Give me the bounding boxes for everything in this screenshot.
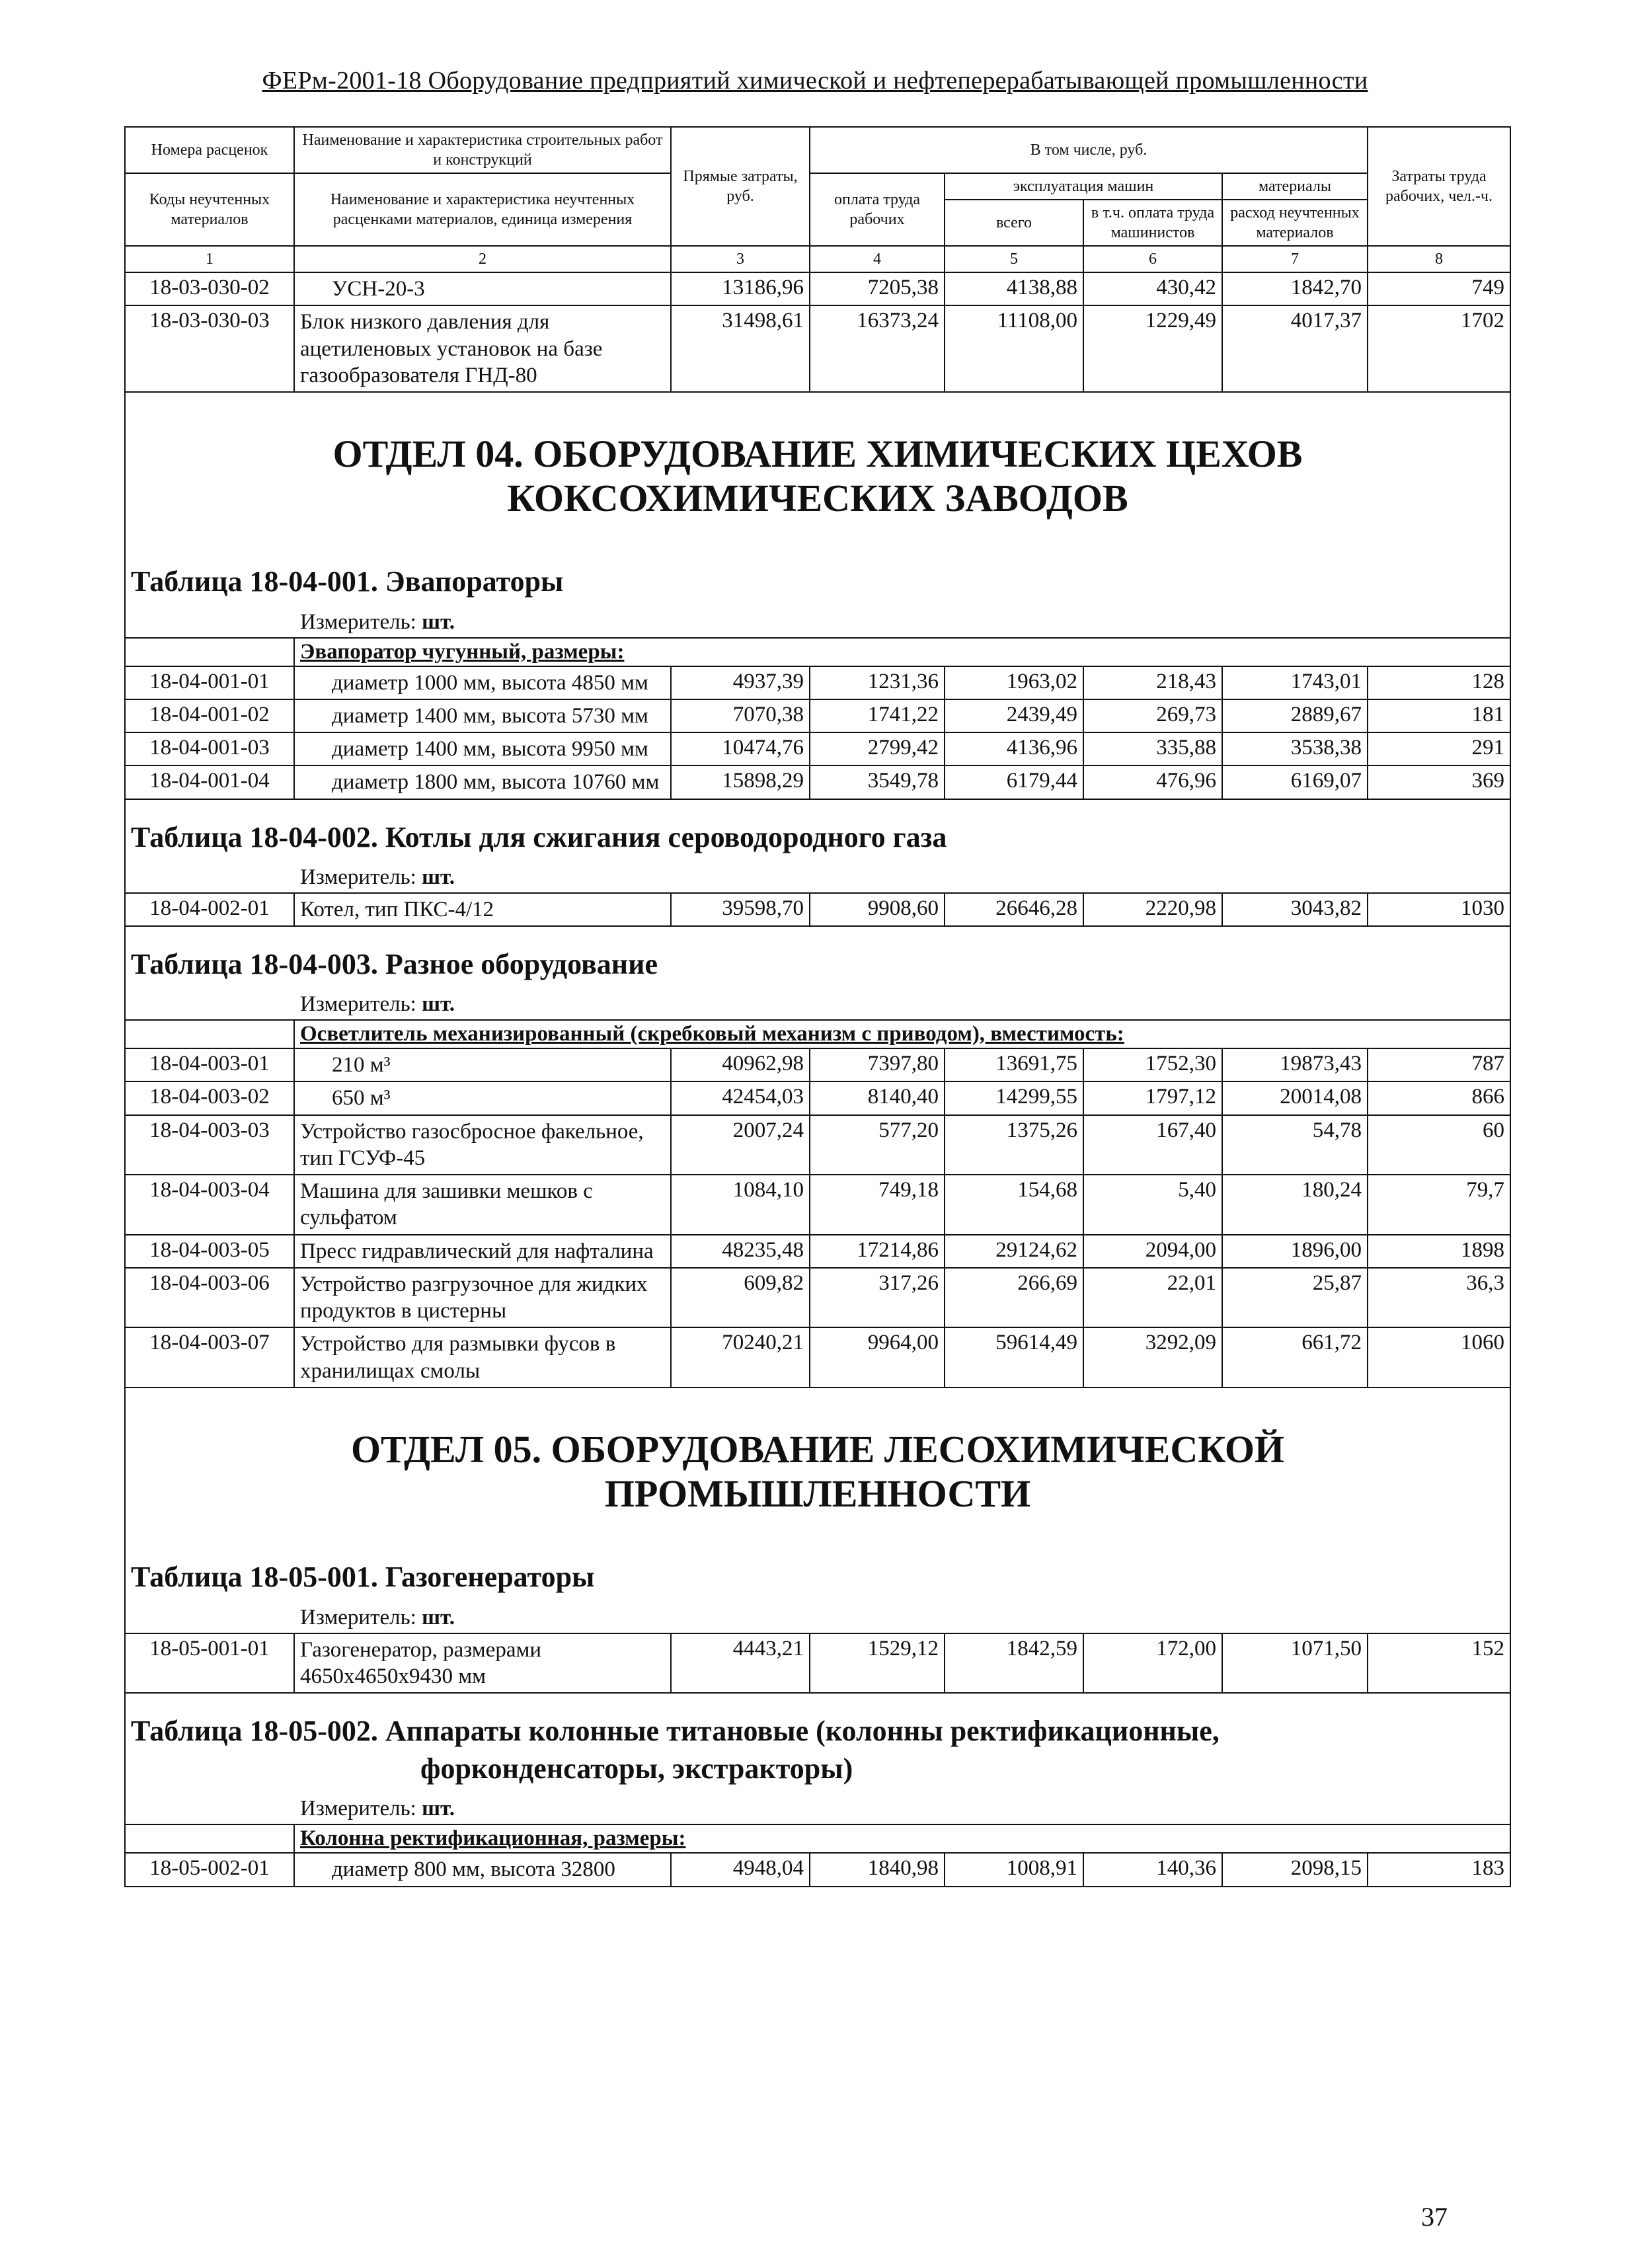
row-code: 18-04-003-07 bbox=[125, 1327, 294, 1388]
row-direct: 13186,96 bbox=[671, 272, 810, 305]
row-machine-wages: 430,42 bbox=[1083, 272, 1222, 305]
section-04-row bbox=[125, 392, 1510, 638]
row-name: Пресс гидравлический для нафталина bbox=[294, 1235, 671, 1268]
row-materials: 3538,38 bbox=[1222, 732, 1368, 765]
measure-unit: Измеритель: шт. bbox=[300, 609, 455, 634]
row-materials: 2889,67 bbox=[1222, 699, 1368, 732]
row-machines: 154,68 bbox=[945, 1175, 1083, 1235]
row-code: 18-04-002-01 bbox=[125, 893, 294, 926]
table-row bbox=[125, 666, 1510, 699]
table-row bbox=[125, 1633, 1510, 1694]
col-machines-total: всего bbox=[945, 200, 1083, 246]
row-machines: 1375,26 bbox=[945, 1115, 1083, 1175]
row-machine-wages: 476,96 bbox=[1083, 765, 1222, 799]
col-labor: Затраты труда рабочих, чел.-ч. bbox=[1368, 127, 1510, 246]
row-name: диаметр 1400 мм, высота 9950 мм bbox=[294, 732, 671, 765]
table-row bbox=[125, 272, 1510, 305]
col-machine-wages: в т.ч. оплата труда машинистов bbox=[1083, 200, 1222, 246]
row-direct: 70240,21 bbox=[671, 1327, 810, 1388]
table-row bbox=[125, 1081, 1510, 1114]
table-18-05-002-title: Таблица 18-05-002. Аппараты колонные титановые (колонны ректификационные, форконденсаторы, экстракторы) bbox=[131, 1715, 1220, 1785]
table-18-05-002-rows bbox=[125, 1853, 1510, 1886]
table-18-04-001-title: Таблица 18-04-001. Эвапораторы bbox=[131, 565, 564, 598]
row-labor: 787 bbox=[1368, 1048, 1510, 1081]
header-row-2 bbox=[125, 173, 1510, 200]
row-materials: 25,87 bbox=[1222, 1268, 1368, 1328]
measure-unit: Измеритель: шт. bbox=[300, 1797, 455, 1821]
row-machines: 13691,75 bbox=[945, 1048, 1083, 1081]
row-machines: 2439,49 bbox=[945, 699, 1083, 732]
row-labor: 60 bbox=[1368, 1115, 1510, 1175]
row-direct: 48235,48 bbox=[671, 1235, 810, 1268]
row-machine-wages: 172,00 bbox=[1083, 1633, 1222, 1694]
row-materials: 4017,37 bbox=[1222, 305, 1368, 392]
row-direct: 10474,76 bbox=[671, 732, 810, 765]
measure-unit: Измеритель: шт. bbox=[300, 1605, 455, 1629]
table-row bbox=[125, 1235, 1510, 1268]
row-wages: 17214,86 bbox=[810, 1235, 945, 1268]
row-machines: 59614,49 bbox=[945, 1327, 1083, 1388]
row-name: диаметр 1400 мм, высота 5730 мм bbox=[294, 699, 671, 732]
row-code: 18-04-003-06 bbox=[125, 1268, 294, 1328]
table-18-04-003-title: Таблица 18-04-003. Разное оборудование bbox=[131, 948, 658, 980]
row-wages: 7205,38 bbox=[810, 272, 945, 305]
table-18-04-001-rows bbox=[125, 666, 1510, 799]
col-number: 2 bbox=[294, 246, 671, 272]
section-04-title: ОТДЕЛ 04. ОБОРУДОВАНИЕ ХИМИЧЕСКИХ ЦЕХОВ КОКСОХИМИЧЕСКИХ ЗАВОДОВ bbox=[332, 432, 1303, 520]
row-code: 18-03-030-02 bbox=[125, 272, 294, 305]
col-materials: материалы bbox=[1222, 173, 1368, 200]
row-wages: 9908,60 bbox=[810, 893, 945, 926]
row-name: Газогенератор, размерами 4650х4650х9430 мм bbox=[294, 1633, 671, 1694]
row-name: Устройство для размывки фусов в хранилищах смолы bbox=[294, 1327, 671, 1388]
row-materials: 20014,08 bbox=[1222, 1081, 1368, 1114]
row-wages: 2799,42 bbox=[810, 732, 945, 765]
header-row-1 bbox=[125, 127, 1510, 173]
group-label: Осветлитель механизированный (скребковый механизм с приводом), вместимость: bbox=[294, 1020, 1510, 1048]
row-direct: 15898,29 bbox=[671, 765, 810, 799]
row-machine-wages: 1797,12 bbox=[1083, 1081, 1222, 1114]
row-direct: 4443,21 bbox=[671, 1633, 810, 1694]
table-row bbox=[125, 699, 1510, 732]
col-number: 8 bbox=[1368, 246, 1510, 272]
row-code: 18-04-001-01 bbox=[125, 666, 294, 699]
row-wages: 3549,78 bbox=[810, 765, 945, 799]
row-machines: 4136,96 bbox=[945, 732, 1083, 765]
row-labor: 749 bbox=[1368, 272, 1510, 305]
measure-unit: Измеритель: шт. bbox=[300, 992, 455, 1017]
row-labor: 369 bbox=[1368, 765, 1510, 799]
group-row bbox=[125, 1020, 1510, 1048]
row-direct: 31498,61 bbox=[671, 305, 810, 392]
row-wages: 1231,36 bbox=[810, 666, 945, 699]
row-code: 18-03-030-03 bbox=[125, 305, 294, 392]
row-wages: 1840,98 bbox=[810, 1853, 945, 1886]
row-machines: 26646,28 bbox=[945, 893, 1083, 926]
section-05-row bbox=[125, 1388, 1510, 1633]
row-labor: 1898 bbox=[1368, 1235, 1510, 1268]
row-wages: 8140,40 bbox=[810, 1081, 945, 1114]
price-table bbox=[124, 126, 1511, 1887]
row-wages: 9964,00 bbox=[810, 1327, 945, 1388]
row-code: 18-05-002-01 bbox=[125, 1853, 294, 1886]
row-wages: 16373,24 bbox=[810, 305, 945, 392]
row-materials: 1842,70 bbox=[1222, 272, 1368, 305]
row-machine-wages: 140,36 bbox=[1083, 1853, 1222, 1886]
row-code: 18-04-003-01 bbox=[125, 1048, 294, 1081]
table-18-04-002-heading bbox=[125, 799, 1510, 893]
row-wages: 749,18 bbox=[810, 1175, 945, 1235]
row-name: диаметр 800 мм, высота 32800 bbox=[294, 1853, 671, 1886]
row-direct: 1084,10 bbox=[671, 1175, 810, 1235]
measure-unit: Измеритель: шт. bbox=[300, 865, 455, 889]
row-code: 18-04-003-02 bbox=[125, 1081, 294, 1114]
row-materials: 3043,82 bbox=[1222, 893, 1368, 926]
row-machines: 1963,02 bbox=[945, 666, 1083, 699]
col-code-top: Номера расценок bbox=[125, 127, 294, 173]
row-labor: 36,3 bbox=[1368, 1268, 1510, 1328]
row-direct: 4937,39 bbox=[671, 666, 810, 699]
row-name: Устройство разгрузочное для жидких продуктов в цистерны bbox=[294, 1268, 671, 1328]
row-labor: 181 bbox=[1368, 699, 1510, 732]
col-code-bottom: Коды неучтенных материалов bbox=[125, 173, 294, 246]
row-materials: 19873,43 bbox=[1222, 1048, 1368, 1081]
row-machines: 29124,62 bbox=[945, 1235, 1083, 1268]
table-18-04-002-rows bbox=[125, 893, 1510, 926]
row-wages: 1529,12 bbox=[810, 1633, 945, 1694]
row-materials: 1743,01 bbox=[1222, 666, 1368, 699]
row-name: Котел, тип ПКС-4/12 bbox=[294, 893, 671, 926]
row-name: 650 м³ bbox=[294, 1081, 671, 1114]
row-labor: 1060 bbox=[1368, 1327, 1510, 1388]
col-number: 4 bbox=[810, 246, 945, 272]
row-machines: 1008,91 bbox=[945, 1853, 1083, 1886]
table-18-05-001-rows bbox=[125, 1633, 1510, 1694]
row-machines: 4138,88 bbox=[945, 272, 1083, 305]
row-machine-wages: 269,73 bbox=[1083, 699, 1222, 732]
row-machines: 11108,00 bbox=[945, 305, 1083, 392]
row-machine-wages: 167,40 bbox=[1083, 1115, 1222, 1175]
row-labor: 183 bbox=[1368, 1853, 1510, 1886]
page-number: 37 bbox=[1421, 2202, 1448, 2232]
row-machine-wages: 1229,49 bbox=[1083, 305, 1222, 392]
table-row bbox=[125, 1048, 1510, 1081]
row-direct: 42454,03 bbox=[671, 1081, 810, 1114]
row-machines: 6179,44 bbox=[945, 765, 1083, 799]
group-row bbox=[125, 1824, 1510, 1853]
row-machine-wages: 22,01 bbox=[1083, 1268, 1222, 1328]
col-number: 5 bbox=[945, 246, 1083, 272]
col-name-top: Наименование и характеристика строительных работ и конструкций bbox=[294, 127, 671, 173]
row-machines: 266,69 bbox=[945, 1268, 1083, 1328]
row-machine-wages: 218,43 bbox=[1083, 666, 1222, 699]
row-name: диаметр 1000 мм, высота 4850 мм bbox=[294, 666, 671, 699]
row-machines: 1842,59 bbox=[945, 1633, 1083, 1694]
table-18-04-003-rows bbox=[125, 1048, 1510, 1388]
row-direct: 609,82 bbox=[671, 1268, 810, 1328]
table-row bbox=[125, 1115, 1510, 1175]
col-number: 7 bbox=[1222, 246, 1368, 272]
table-row bbox=[125, 732, 1510, 765]
col-number: 6 bbox=[1083, 246, 1222, 272]
rows-top bbox=[125, 272, 1510, 666]
row-materials: 180,24 bbox=[1222, 1175, 1368, 1235]
row-name: 210 м³ bbox=[294, 1048, 671, 1081]
row-wages: 317,26 bbox=[810, 1268, 945, 1328]
col-number: 1 bbox=[125, 246, 294, 272]
row-direct: 4948,04 bbox=[671, 1853, 810, 1886]
row-wages: 7397,80 bbox=[810, 1048, 945, 1081]
table-18-05-001-title: Таблица 18-05-001. Газогенераторы bbox=[131, 1561, 595, 1594]
col-wages: оплата труда рабочих bbox=[810, 173, 945, 246]
price-table-page bbox=[124, 126, 1510, 1887]
row-materials: 6169,07 bbox=[1222, 765, 1368, 799]
table-row bbox=[125, 1327, 1510, 1388]
row-wages: 1741,22 bbox=[810, 699, 945, 732]
row-labor: 79,7 bbox=[1368, 1175, 1510, 1235]
table-row bbox=[125, 893, 1510, 926]
row-name: Устройство газосбросное факельное, тип ГСУФ-45 bbox=[294, 1115, 671, 1175]
row-name: Блок низкого давления для ацетиленовых установок на базе газообразователя ГНД-80 bbox=[294, 305, 671, 392]
group-label: Эвапоратор чугунный, размеры: bbox=[294, 638, 1510, 666]
column-numbers-row bbox=[125, 246, 1510, 272]
row-materials: 2098,15 bbox=[1222, 1853, 1368, 1886]
row-labor: 1702 bbox=[1368, 305, 1510, 392]
table-row bbox=[125, 1268, 1510, 1328]
row-direct: 2007,24 bbox=[671, 1115, 810, 1175]
row-code: 18-04-001-03 bbox=[125, 732, 294, 765]
col-including: В том числе, руб. bbox=[810, 127, 1368, 173]
table-row bbox=[125, 305, 1510, 392]
row-machine-wages: 3292,09 bbox=[1083, 1327, 1222, 1388]
table-row bbox=[125, 765, 1510, 799]
row-labor: 291 bbox=[1368, 732, 1510, 765]
row-machine-wages: 5,40 bbox=[1083, 1175, 1222, 1235]
row-machine-wages: 1752,30 bbox=[1083, 1048, 1222, 1081]
row-wages: 577,20 bbox=[810, 1115, 945, 1175]
col-name-bottom: Наименование и характеристика неучтенных расценками материалов, единица измерения bbox=[294, 173, 671, 246]
document-header: ФЕРм-2001-18 Оборудование предприятий химической и нефтеперерабатывающей промышленности bbox=[262, 67, 1368, 95]
row-code: 18-04-003-03 bbox=[125, 1115, 294, 1175]
row-name: Машина для зашивки мешков с сульфатом bbox=[294, 1175, 671, 1235]
row-code: 18-04-001-04 bbox=[125, 765, 294, 799]
row-code: 18-05-001-01 bbox=[125, 1633, 294, 1694]
row-code: 18-04-003-05 bbox=[125, 1235, 294, 1268]
row-labor: 152 bbox=[1368, 1633, 1510, 1694]
col-materials-unaccounted: расход неучтенных материалов bbox=[1222, 200, 1368, 246]
table-18-05-002-heading bbox=[125, 1693, 1510, 1824]
row-labor: 128 bbox=[1368, 666, 1510, 699]
group-row bbox=[125, 638, 1510, 666]
row-machine-wages: 2220,98 bbox=[1083, 893, 1222, 926]
row-name: диаметр 1800 мм, высота 10760 мм bbox=[294, 765, 671, 799]
row-machine-wages: 335,88 bbox=[1083, 732, 1222, 765]
row-machine-wages: 2094,00 bbox=[1083, 1235, 1222, 1268]
row-materials: 1896,00 bbox=[1222, 1235, 1368, 1268]
row-direct: 40962,98 bbox=[671, 1048, 810, 1081]
row-materials: 661,72 bbox=[1222, 1327, 1368, 1388]
col-number: 3 bbox=[671, 246, 810, 272]
row-machines: 14299,55 bbox=[945, 1081, 1083, 1114]
group-label: Колонна ректификационная, размеры: bbox=[294, 1824, 1510, 1853]
row-direct: 7070,38 bbox=[671, 699, 810, 732]
row-code: 18-04-001-02 bbox=[125, 699, 294, 732]
table-row bbox=[125, 1175, 1510, 1235]
col-machines: эксплуатация машин bbox=[945, 173, 1222, 200]
table-row bbox=[125, 1853, 1510, 1886]
row-labor: 866 bbox=[1368, 1081, 1510, 1114]
row-code: 18-04-003-04 bbox=[125, 1175, 294, 1235]
table-18-04-002-title: Таблица 18-04-002. Котлы для сжигания сероводородного газа bbox=[131, 820, 947, 853]
row-direct: 39598,70 bbox=[671, 893, 810, 926]
row-name: УСН-20-3 bbox=[294, 272, 671, 305]
section-05-title: ОТДЕЛ 05. ОБОРУДОВАНИЕ ЛЕСОХИМИЧЕСКОЙ ПРОМЫШЛЕННОСТИ bbox=[350, 1427, 1285, 1515]
table-18-04-003-heading bbox=[125, 926, 1510, 1020]
col-direct-costs: Прямые затраты, руб. bbox=[671, 127, 810, 246]
row-materials: 1071,50 bbox=[1222, 1633, 1368, 1694]
row-materials: 54,78 bbox=[1222, 1115, 1368, 1175]
row-labor: 1030 bbox=[1368, 893, 1510, 926]
